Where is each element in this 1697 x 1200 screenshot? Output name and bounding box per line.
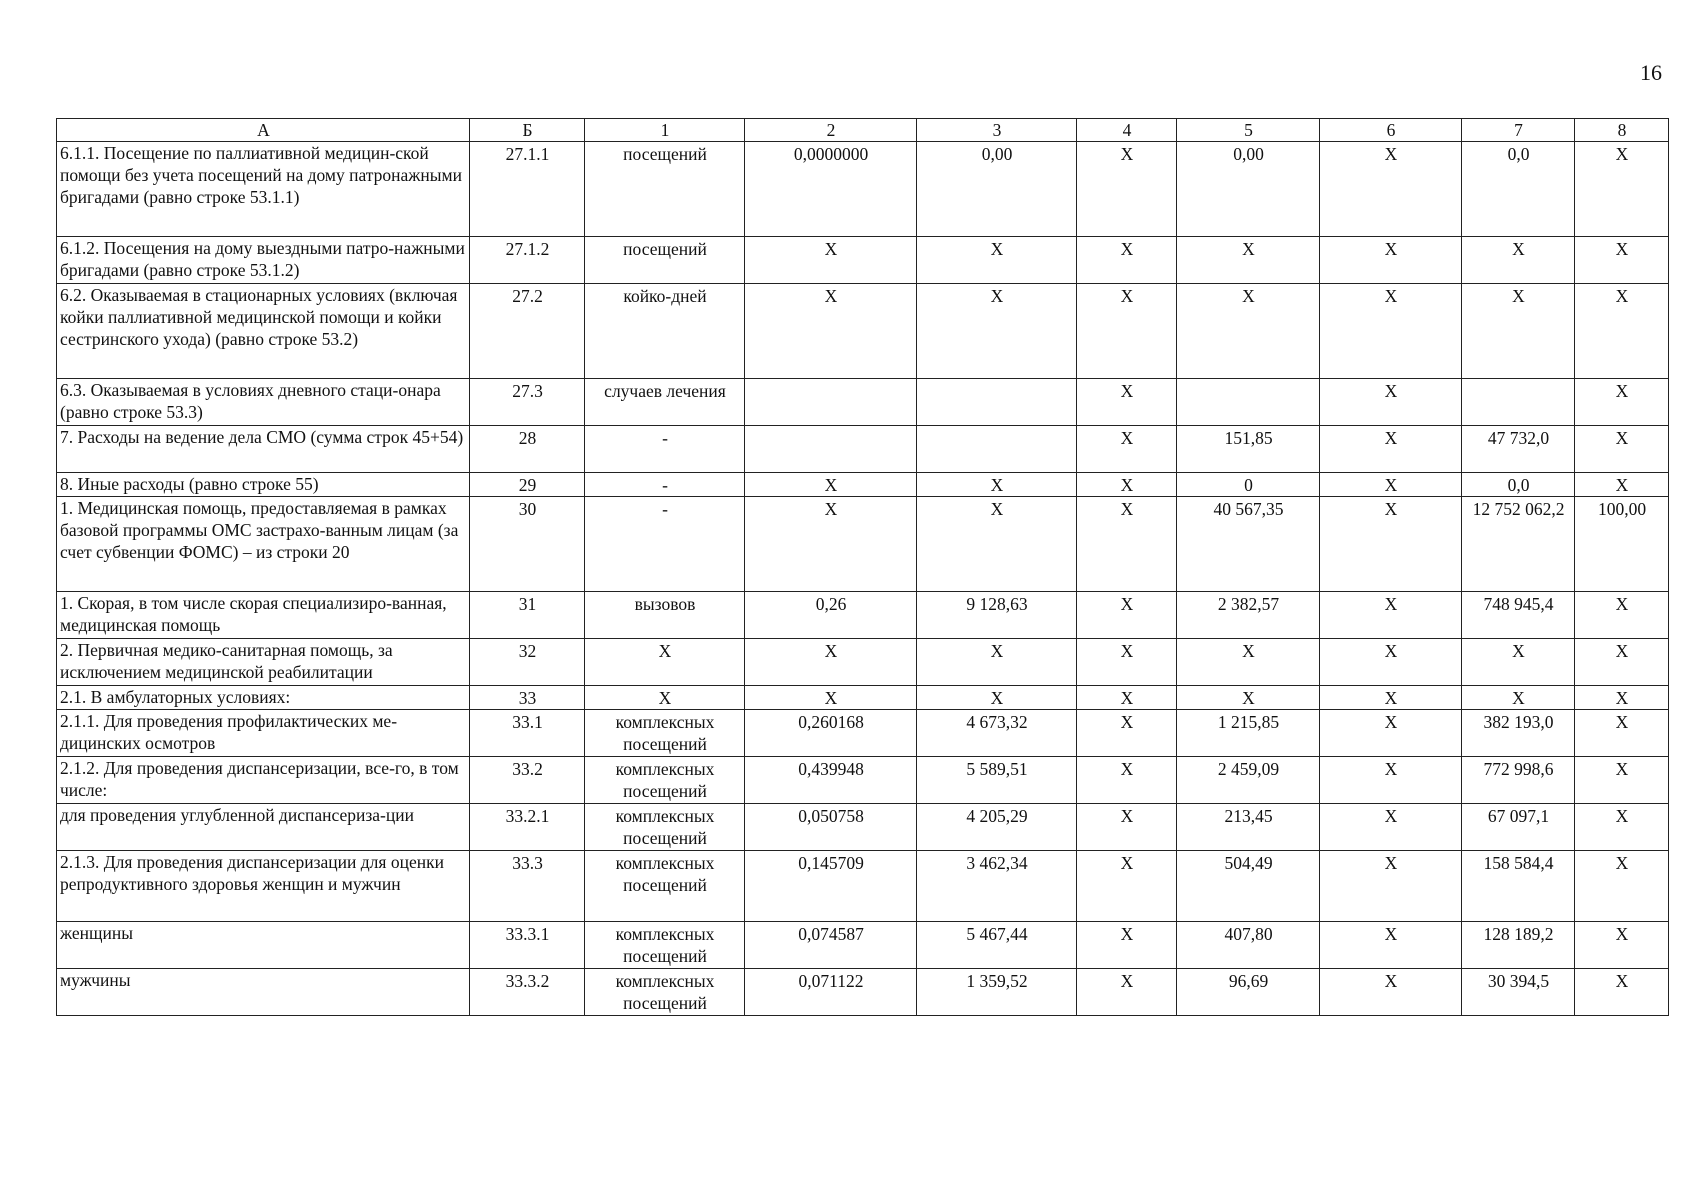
row-col5-cell: 2 382,57 — [1177, 592, 1320, 639]
header-cell-7: 7 — [1462, 119, 1575, 142]
row-col7-cell — [1462, 379, 1575, 426]
row-col8-cell: X — [1575, 237, 1669, 284]
table-row — [57, 757, 1669, 804]
row-col6-cell: X — [1320, 969, 1462, 1016]
row-col8-cell: X — [1575, 284, 1669, 379]
header-cell-4: 4 — [1077, 119, 1177, 142]
row-col5-cell: 1 215,85 — [1177, 710, 1320, 757]
row-col4-cell: X — [1077, 639, 1177, 686]
row-col3-cell: X — [917, 639, 1077, 686]
row-col3-cell: 4 205,29 — [917, 804, 1077, 851]
row-col2-cell — [745, 379, 917, 426]
row-col2-cell: 0,26 — [745, 592, 917, 639]
row-col5-cell: 40 567,35 — [1177, 497, 1320, 592]
row-code-cell: 33.2 — [470, 757, 585, 804]
header-cell-a: А — [57, 119, 470, 142]
row-col5-cell: 213,45 — [1177, 804, 1320, 851]
row-col8-cell: X — [1575, 639, 1669, 686]
row-name-cell: 1. Медицинская помощь, предоставляемая в рамках базовой программы ОМС застрахо-ванным лицам (за счет субвенции ФОМС) – из строки 20 — [57, 497, 470, 592]
row-col4-cell: X — [1077, 497, 1177, 592]
row-unit-cell: - — [585, 426, 745, 473]
row-col8-cell: 100,00 — [1575, 497, 1669, 592]
row-col4-cell: X — [1077, 379, 1177, 426]
row-unit-cell: - — [585, 497, 745, 592]
row-col7-cell: 67 097,1 — [1462, 804, 1575, 851]
row-code-cell: 27.3 — [470, 379, 585, 426]
data-table — [56, 118, 1669, 1016]
row-name-cell: 7. Расходы на ведение дела СМО (сумма строк 45+54) — [57, 426, 470, 473]
row-code-cell: 33.2.1 — [470, 804, 585, 851]
row-col2-cell: X — [745, 686, 917, 710]
row-name-cell: 2.1.2. Для проведения диспансеризации, все-го, в том числе: — [57, 757, 470, 804]
row-col3-cell: 1 359,52 — [917, 969, 1077, 1016]
row-name-cell: женщины — [57, 922, 470, 969]
row-code-cell: 33.3.1 — [470, 922, 585, 969]
row-col8-cell: X — [1575, 851, 1669, 922]
row-col3-cell: 5 589,51 — [917, 757, 1077, 804]
row-col4-cell: X — [1077, 473, 1177, 497]
row-name-cell: 6.3. Оказываемая в условиях дневного стаци-онара (равно строке 53.3) — [57, 379, 470, 426]
row-col7-cell: X — [1462, 237, 1575, 284]
row-col7-cell: 128 189,2 — [1462, 922, 1575, 969]
row-unit-cell: комплексных посещений — [585, 851, 745, 922]
row-code-cell: 27.2 — [470, 284, 585, 379]
row-unit-cell: вызовов — [585, 592, 745, 639]
row-col8-cell: X — [1575, 922, 1669, 969]
row-unit-cell: комплексных посещений — [585, 969, 745, 1016]
row-col5-cell: X — [1177, 639, 1320, 686]
row-name-cell: 2. Первичная медико-санитарная помощь, за исключением медицинской реабилитации — [57, 639, 470, 686]
row-name-cell: 6.2. Оказываемая в стационарных условиях (включая койки паллиативной медицинской помощи и койки сестринского ухода) (равно строке 53.2) — [57, 284, 470, 379]
row-col6-cell: X — [1320, 686, 1462, 710]
row-col6-cell: X — [1320, 426, 1462, 473]
row-unit-cell: комплексных посещений — [585, 757, 745, 804]
row-name-cell: 2.1.3. Для проведения диспансеризации для оценки репродуктивного здоровья женщин и мужчин — [57, 851, 470, 922]
row-col6-cell: X — [1320, 710, 1462, 757]
row-col3-cell: 9 128,63 — [917, 592, 1077, 639]
row-col7-cell: 47 732,0 — [1462, 426, 1575, 473]
row-col7-cell: 0,0 — [1462, 473, 1575, 497]
row-code-cell: 28 — [470, 426, 585, 473]
row-col5-cell: 0,00 — [1177, 142, 1320, 237]
table-row — [57, 284, 1669, 379]
row-col7-cell: X — [1462, 686, 1575, 710]
row-col5-cell: 2 459,09 — [1177, 757, 1320, 804]
table-row — [57, 379, 1669, 426]
row-col7-cell: 772 998,6 — [1462, 757, 1575, 804]
row-code-cell: 33 — [470, 686, 585, 710]
row-name-cell: 2.1. В амбулаторных условиях: — [57, 686, 470, 710]
row-col3-cell — [917, 426, 1077, 473]
row-col3-cell: X — [917, 473, 1077, 497]
row-col4-cell: X — [1077, 851, 1177, 922]
row-col8-cell: X — [1575, 592, 1669, 639]
row-col4-cell: X — [1077, 969, 1177, 1016]
row-col8-cell: X — [1575, 426, 1669, 473]
row-col2-cell: X — [745, 284, 917, 379]
row-unit-cell: случаев лечения — [585, 379, 745, 426]
row-col4-cell: X — [1077, 426, 1177, 473]
row-code-cell: 33.3.2 — [470, 969, 585, 1016]
row-col3-cell: 5 467,44 — [917, 922, 1077, 969]
row-col6-cell: X — [1320, 142, 1462, 237]
row-col4-cell: X — [1077, 142, 1177, 237]
row-col2-cell: 0,0000000 — [745, 142, 917, 237]
row-code-cell: 33.1 — [470, 710, 585, 757]
row-col8-cell: X — [1575, 473, 1669, 497]
row-col4-cell: X — [1077, 284, 1177, 379]
table-row — [57, 851, 1669, 922]
page-number: 16 — [1640, 60, 1662, 85]
row-col2-cell: X — [745, 473, 917, 497]
row-name-cell: 8. Иные расходы (равно строке 55) — [57, 473, 470, 497]
row-code-cell: 30 — [470, 497, 585, 592]
table-row — [57, 473, 1669, 497]
header-cell-3: 3 — [917, 119, 1077, 142]
row-col6-cell: X — [1320, 497, 1462, 592]
row-col2-cell: 0,050758 — [745, 804, 917, 851]
row-code-cell: 27.1.2 — [470, 237, 585, 284]
row-col2-cell: 0,260168 — [745, 710, 917, 757]
row-col7-cell: 158 584,4 — [1462, 851, 1575, 922]
row-col8-cell: X — [1575, 142, 1669, 237]
row-name-cell: для проведения углубленной диспансериза-ции — [57, 804, 470, 851]
row-col4-cell: X — [1077, 757, 1177, 804]
row-col4-cell: X — [1077, 710, 1177, 757]
row-name-cell: 6.1.2. Посещения на дому выездными патро-нажными бригадами (равно строке 53.1.2) — [57, 237, 470, 284]
row-col6-cell: X — [1320, 592, 1462, 639]
row-col6-cell: X — [1320, 804, 1462, 851]
row-col6-cell: X — [1320, 757, 1462, 804]
row-col8-cell: X — [1575, 686, 1669, 710]
row-col3-cell: X — [917, 284, 1077, 379]
row-col4-cell: X — [1077, 804, 1177, 851]
row-name-cell: 6.1.1. Посещение по паллиативной медицин-ской помощи без учета посещений на дому патронажными бригадами (равно строке 53.1.1) — [57, 142, 470, 237]
row-unit-cell: посещений — [585, 237, 745, 284]
row-col3-cell: X — [917, 497, 1077, 592]
row-col5-cell: 0 — [1177, 473, 1320, 497]
row-col6-cell: X — [1320, 237, 1462, 284]
header-row — [57, 119, 1669, 142]
row-col7-cell: 12 752 062,2 — [1462, 497, 1575, 592]
row-col5-cell: X — [1177, 237, 1320, 284]
row-col2-cell: 0,074587 — [745, 922, 917, 969]
header-cell-2: 2 — [745, 119, 917, 142]
table-row — [57, 426, 1669, 473]
table-row — [57, 804, 1669, 851]
row-col2-cell: 0,439948 — [745, 757, 917, 804]
header-cell-b: Б — [470, 119, 585, 142]
row-col2-cell — [745, 426, 917, 473]
row-code-cell: 31 — [470, 592, 585, 639]
row-col2-cell: X — [745, 497, 917, 592]
row-unit-cell: X — [585, 686, 745, 710]
row-code-cell: 32 — [470, 639, 585, 686]
row-col3-cell: X — [917, 237, 1077, 284]
row-col4-cell: X — [1077, 237, 1177, 284]
row-col3-cell: 4 673,32 — [917, 710, 1077, 757]
row-col3-cell: X — [917, 686, 1077, 710]
row-unit-cell: посещений — [585, 142, 745, 237]
row-col2-cell: 0,145709 — [745, 851, 917, 922]
row-code-cell: 27.1.1 — [470, 142, 585, 237]
row-col5-cell: X — [1177, 686, 1320, 710]
row-col5-cell: 407,80 — [1177, 922, 1320, 969]
row-col7-cell: X — [1462, 639, 1575, 686]
row-col5-cell — [1177, 379, 1320, 426]
row-col2-cell: X — [745, 639, 917, 686]
header-cell-6: 6 — [1320, 119, 1462, 142]
row-col8-cell: X — [1575, 710, 1669, 757]
row-col6-cell: X — [1320, 851, 1462, 922]
row-unit-cell: - — [585, 473, 745, 497]
row-name-cell: мужчины — [57, 969, 470, 1016]
row-col3-cell: 3 462,34 — [917, 851, 1077, 922]
row-col8-cell: X — [1575, 804, 1669, 851]
header-cell-8: 8 — [1575, 119, 1669, 142]
table-row — [57, 142, 1669, 237]
row-col7-cell: 748 945,4 — [1462, 592, 1575, 639]
row-unit-cell: койко-дней — [585, 284, 745, 379]
row-col2-cell: 0,071122 — [745, 969, 917, 1016]
row-col6-cell: X — [1320, 922, 1462, 969]
row-unit-cell: комплексных посещений — [585, 922, 745, 969]
header-cell-5: 5 — [1177, 119, 1320, 142]
row-col4-cell: X — [1077, 922, 1177, 969]
row-col8-cell: X — [1575, 757, 1669, 804]
row-col5-cell: 96,69 — [1177, 969, 1320, 1016]
row-col6-cell: X — [1320, 379, 1462, 426]
header-cell-1: 1 — [585, 119, 745, 142]
row-col8-cell: X — [1575, 969, 1669, 1016]
row-unit-cell: комплексных посещений — [585, 804, 745, 851]
row-code-cell: 29 — [470, 473, 585, 497]
row-col3-cell — [917, 379, 1077, 426]
table-row — [57, 922, 1669, 969]
row-col7-cell: X — [1462, 284, 1575, 379]
table-row — [57, 969, 1669, 1016]
row-col4-cell: X — [1077, 686, 1177, 710]
row-col5-cell: 151,85 — [1177, 426, 1320, 473]
row-col8-cell: X — [1575, 379, 1669, 426]
table-row — [57, 237, 1669, 284]
row-col6-cell: X — [1320, 639, 1462, 686]
row-name-cell: 2.1.1. Для проведения профилактических ме-дицинских осмотров — [57, 710, 470, 757]
row-col7-cell: 0,0 — [1462, 142, 1575, 237]
row-col5-cell: X — [1177, 284, 1320, 379]
row-col7-cell: 382 193,0 — [1462, 710, 1575, 757]
row-unit-cell: комплексных посещений — [585, 710, 745, 757]
row-code-cell: 33.3 — [470, 851, 585, 922]
row-col2-cell: X — [745, 237, 917, 284]
row-name-cell: 1. Скорая, в том числе скорая специализиро-ванная, медицинская помощь — [57, 592, 470, 639]
row-col3-cell: 0,00 — [917, 142, 1077, 237]
row-col5-cell: 504,49 — [1177, 851, 1320, 922]
table-row — [57, 710, 1669, 757]
row-col7-cell: 30 394,5 — [1462, 969, 1575, 1016]
row-col6-cell: X — [1320, 473, 1462, 497]
row-col6-cell: X — [1320, 284, 1462, 379]
row-unit-cell: X — [585, 639, 745, 686]
table-row — [57, 639, 1669, 686]
table-body — [57, 142, 1669, 1016]
table-row — [57, 686, 1669, 710]
table-row — [57, 497, 1669, 592]
table-row — [57, 592, 1669, 639]
row-col4-cell: X — [1077, 592, 1177, 639]
